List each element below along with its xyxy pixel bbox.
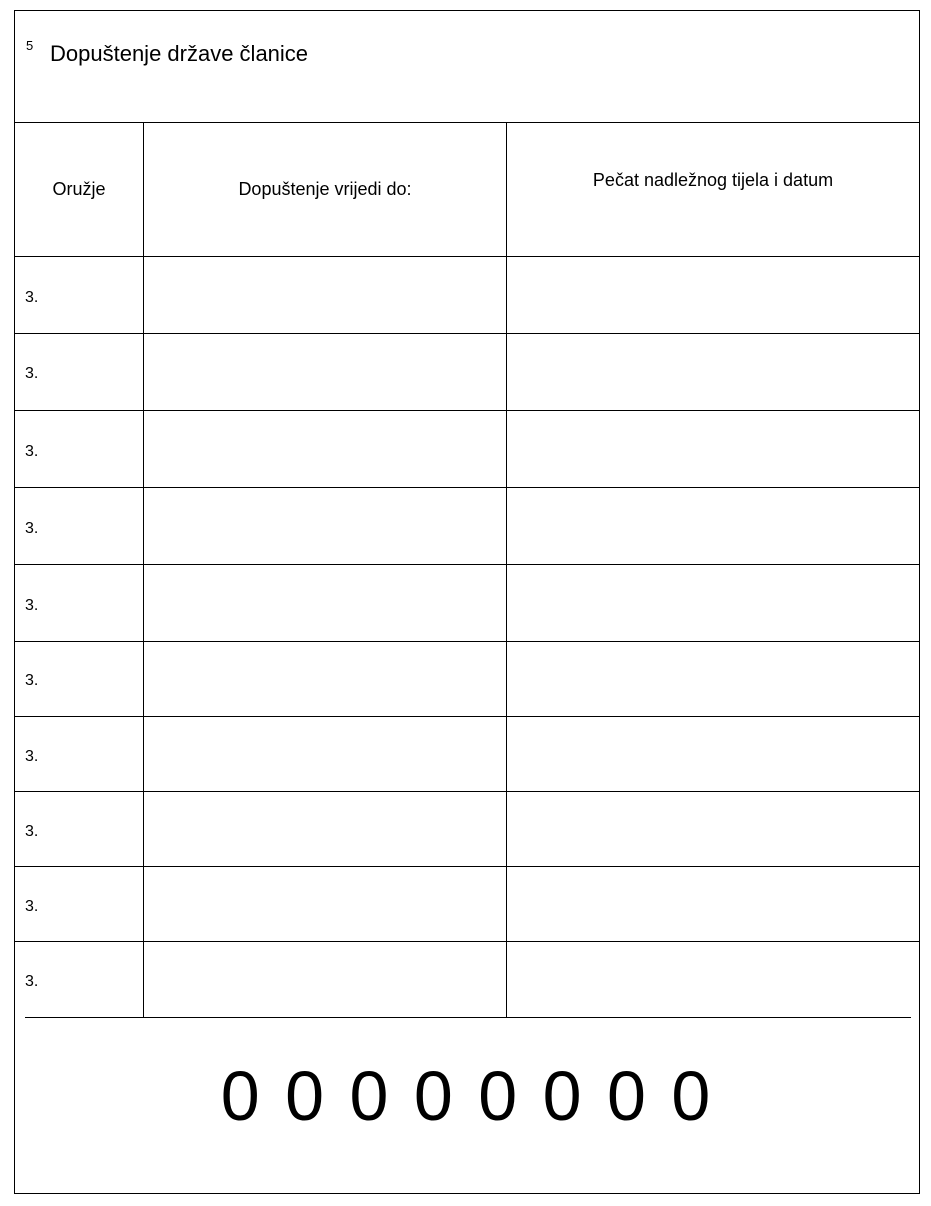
column-divider <box>506 123 507 1018</box>
row-divider <box>15 564 919 565</box>
permit-form <box>14 10 920 1194</box>
row-weapon-number: 3. <box>25 365 39 382</box>
column-header-stamp-date: Pečat nadležnog tijela i datum <box>592 170 834 190</box>
column-header-valid-until: Dopuštenje vrijedi do: <box>238 179 412 199</box>
row-divider <box>15 256 919 257</box>
row-divider <box>15 866 919 867</box>
row-weapon-number: 3. <box>25 748 39 765</box>
row-weapon-number: 3. <box>25 597 39 614</box>
row-weapon-number: 3. <box>25 823 39 840</box>
row-weapon-number: 3. <box>25 520 39 537</box>
row-divider <box>15 410 919 411</box>
row-divider <box>15 941 919 942</box>
row-divider <box>15 641 919 642</box>
row-divider <box>15 716 919 717</box>
row-divider <box>15 791 919 792</box>
row-weapon-number: 3. <box>25 443 39 460</box>
row-weapon-number: 3. <box>25 973 39 990</box>
row-weapon-number: 3. <box>25 898 39 915</box>
section-title: Dopuštenje države članice <box>50 41 309 66</box>
serial-number: 0 0 0 0 0 0 0 0 <box>220 1057 714 1135</box>
row-weapon-number: 3. <box>25 672 39 689</box>
column-divider <box>143 123 144 1018</box>
row-divider <box>15 333 919 334</box>
row-divider <box>15 487 919 488</box>
section-header <box>15 11 919 123</box>
footer-divider <box>25 1017 911 1018</box>
footnote-mark: 5 <box>26 38 34 53</box>
row-weapon-number: 3. <box>25 289 39 306</box>
column-header-weapon: Oružje <box>52 179 106 199</box>
